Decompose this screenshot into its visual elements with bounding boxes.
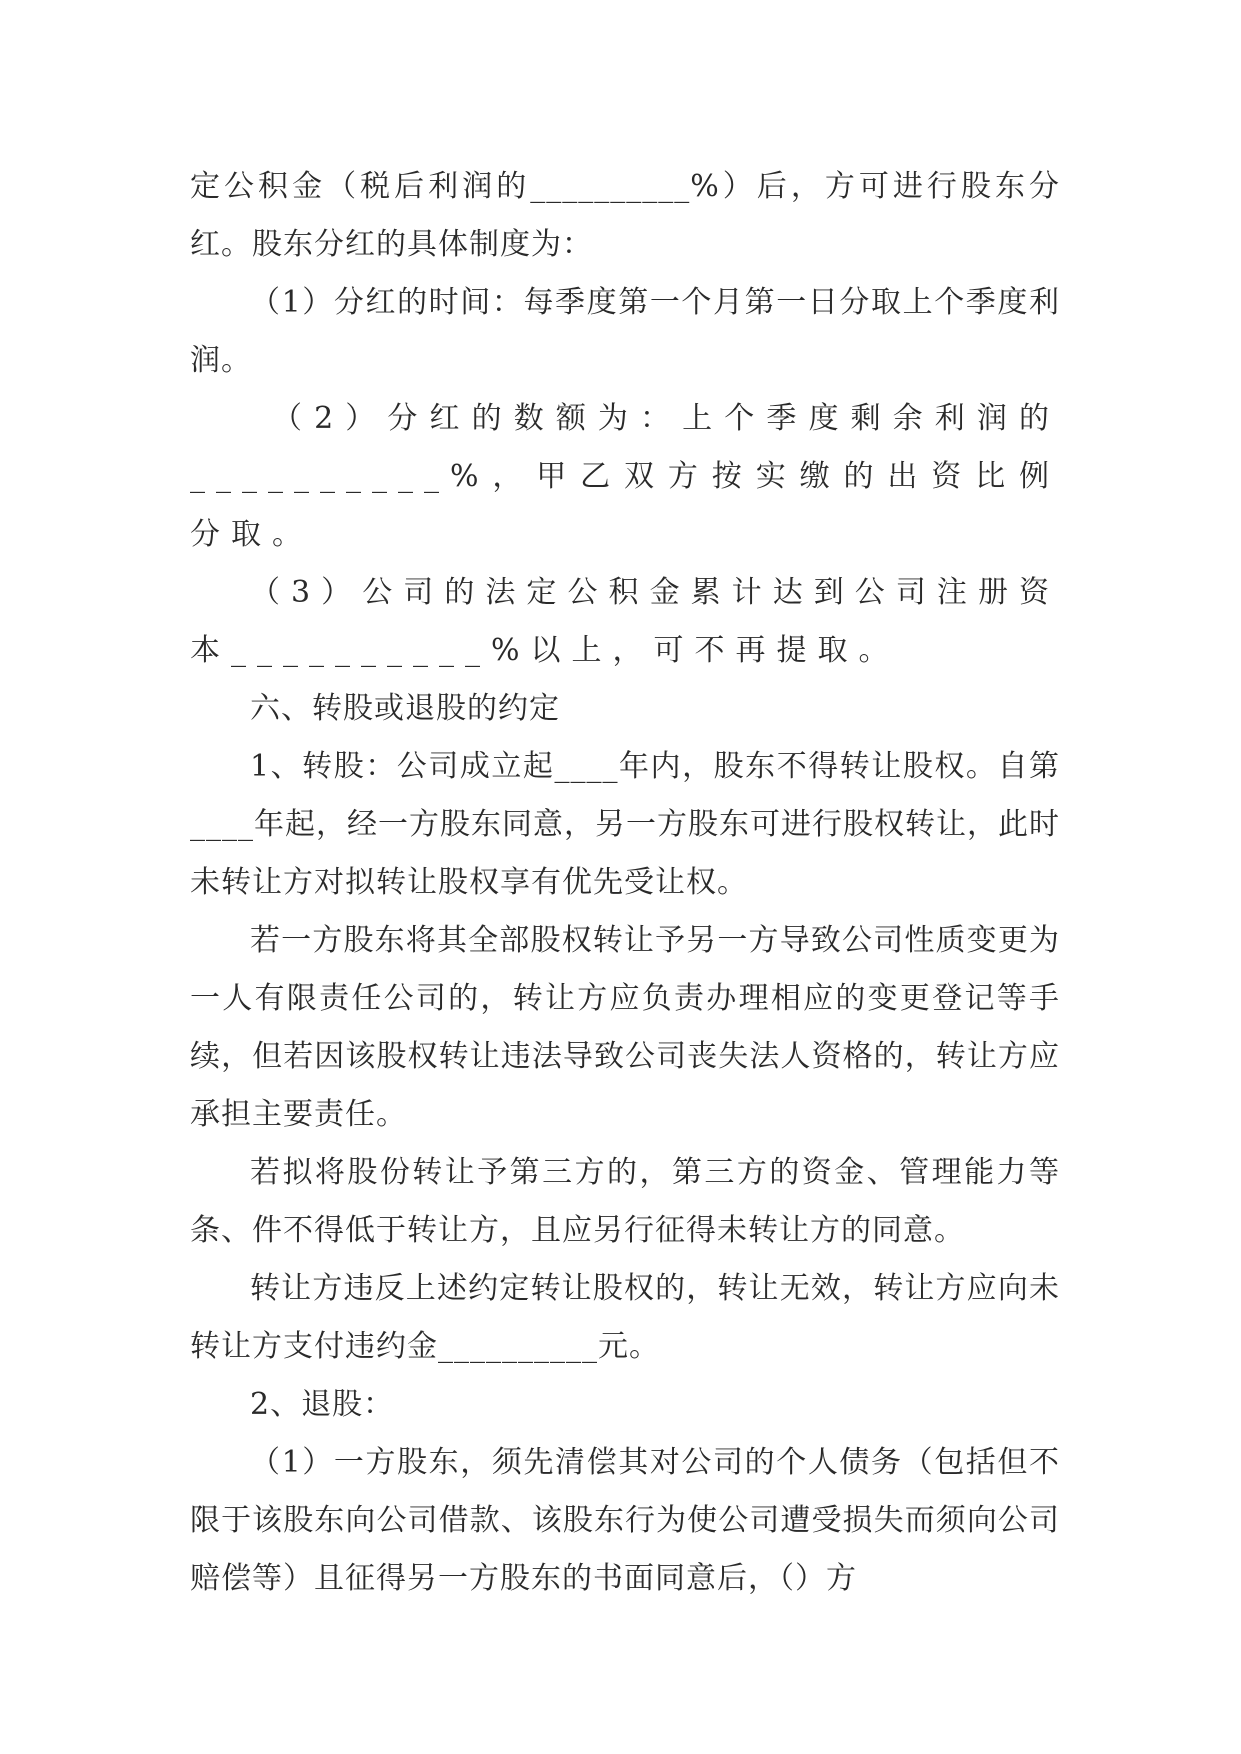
paragraph-withdrawal-conditions: （1）一方股东，须先清偿其对公司的个人债务（包括但不限于该股东向公司借款、该股东行为使公司遭受损失而须向公司赔偿等）且征得另一方股东的书面同意后，（）方	[190, 1445, 1060, 1596]
paragraph-transfer-violation: 转让方违反上述约定转让股权的，转让无效，转让方应向未转让方支付违约金__________元。	[190, 1271, 1060, 1364]
paragraph-dividend-reserve: 定公积金（税后利润的__________%）后，方可进行股东分红。股东分红的具体制度为：	[190, 169, 1060, 262]
paragraph-dividend-amount: （2）分红的数额为：上个季度剩余利润的__________%，甲乙双方按实缴的出资比例分取。	[190, 401, 1060, 552]
section-heading-transfer-withdrawal: 六、转股或退股的约定	[250, 691, 560, 726]
paragraph-full-transfer: 若一方股东将其全部股权转让予另一方导致公司性质变更为一人有限责任公司的，转让方应负责办理相应的变更登记等手续，但若因该股权转让违法导致公司丧失法人资格的，转让方应承担主要责任。	[190, 923, 1060, 1132]
section-heading-withdrawal: 2、退股：	[250, 1387, 395, 1422]
paragraph-reserve-cap: （3）公司的法定公积金累计达到公司注册资本__________%以上，可不再提取。	[190, 575, 1060, 668]
paragraph-share-transfer: 1、转股：公司成立起____年内，股东不得转让股权。自第____年起，经一方股东同意，另一方股东可进行股权转让，此时未转让方对拟转让股权享有优先受让权。	[190, 749, 1060, 900]
paragraph-third-party-transfer: 若拟将股份转让予第三方的，第三方的资金、管理能力等条、件不得低于转让方，且应另行征得未转让方的同意。	[190, 1155, 1060, 1248]
document-body	[190, 158, 1060, 1608]
paragraph-dividend-time: （1）分红的时间：每季度第一个月第一日分取上个季度利润。	[190, 285, 1060, 378]
